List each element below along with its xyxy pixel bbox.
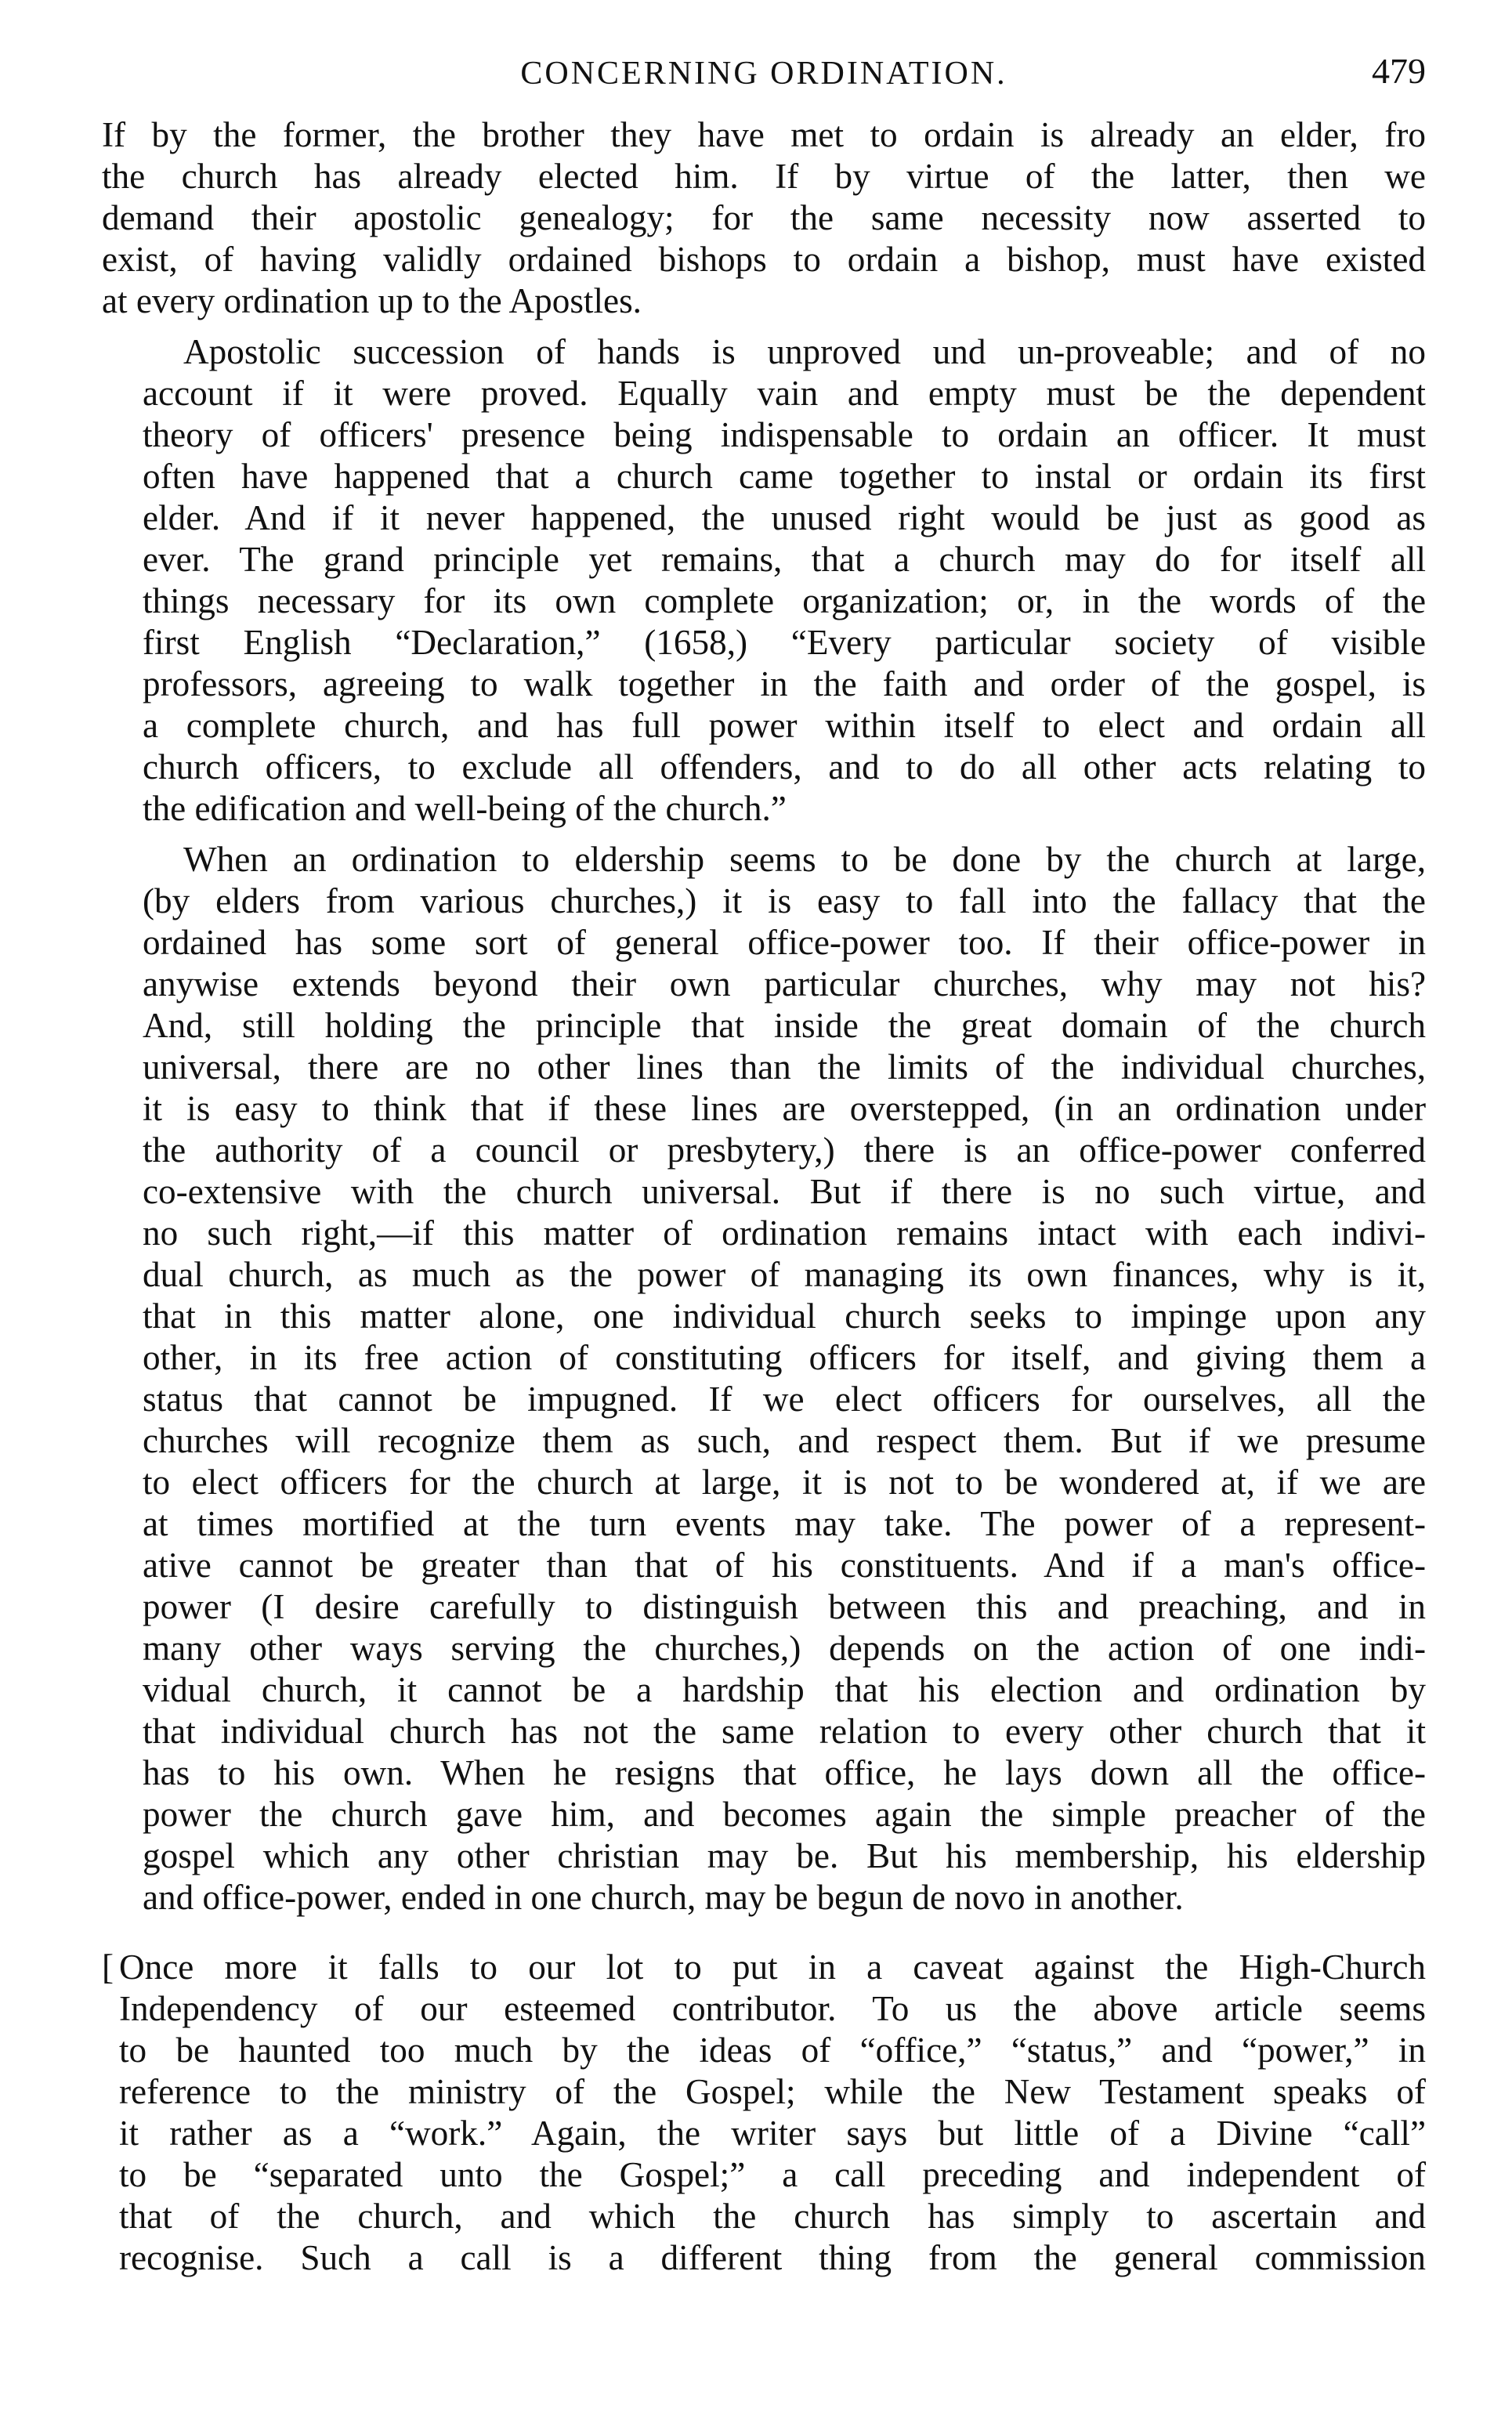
text-line: at times mortified at the turn events may take. The power of a represent- — [143, 1504, 1426, 1543]
text-line: the church has already elected him. If by virtue of the latter, then we — [102, 157, 1426, 196]
text-line: Independency of our esteemed contributor. To us the above article seems — [119, 1989, 1426, 2028]
text-line: no such right,—if this matter of ordination remains intact with each indivi- — [143, 1213, 1426, 1253]
text-line: other, in its free action of constituting officers for itself, and giving them a — [143, 1338, 1426, 1377]
text-line: that in this matter alone, one individual church seeks to impinge upon any — [143, 1296, 1426, 1336]
running-title: CONCERNING ORDINATION. — [520, 56, 1007, 92]
text-line: And, still holding the principle that inside the great domain of the church — [143, 1006, 1426, 1045]
text-line: that of the church, and which the church has simply to ascertain and — [119, 2197, 1426, 2236]
text-line: vidual church, it cannot be a hardship that his election and ordination by — [143, 1670, 1426, 1709]
text-line: has to his own. When he resigns that office, he lays down all the office- — [143, 1753, 1426, 1792]
text-line: the authority of a council or presbytery,) there is an office-power conferred — [143, 1130, 1426, 1170]
text-line: power the church gave him, and becomes again the simple preacher of the — [143, 1795, 1426, 1834]
text-line: and office-power, ended in one church, may be begun de novo in another. — [143, 1878, 1184, 1917]
page-number: 479 — [1372, 51, 1426, 91]
paragraph — [102, 114, 1426, 322]
running-head — [102, 47, 1426, 110]
book-page — [102, 47, 1426, 2279]
text-line: theory of officers' presence being indispensable to ordain an officer. It must — [143, 415, 1426, 454]
text-line: to be “separated unto the Gospel;” a call preceding and independent of — [119, 2155, 1426, 2194]
text-line: co-extensive with the church universal. But if there is no such virtue, and — [143, 1172, 1426, 1211]
text-line: professors, agreeing to walk together in the faith and order of the gospel, is — [143, 664, 1426, 703]
text-line: demand their apostolic genealogy; for the same necessity now asserted to — [102, 198, 1426, 237]
text-line: exist, of having validly ordained bishops to ordain a bishop, must have existed — [102, 240, 1426, 279]
text-line: gospel which any other christian may be. But his membership, his eldership — [143, 1836, 1426, 1875]
text-line: When an ordination to eldership seems to be done by the church at large, — [183, 840, 1426, 879]
text-line: church officers, to exclude all offenders, and to do all other acts relating to — [143, 747, 1426, 787]
text-line: Once more it falls to our lot to put in a caveat against the High-Church — [119, 1947, 1426, 1987]
text-line: account if it were proved. Equally vain and empty must be the dependent — [143, 374, 1426, 413]
text-line: anywise extends beyond their own particular churches, why may not his? — [143, 964, 1426, 1004]
text-line: If by the former, the brother they have met to ordain is already an elder, fro — [102, 115, 1426, 154]
text-line: that individual church has not the same relation to every other church that it — [143, 1712, 1426, 1751]
editorial-note — [102, 1947, 1426, 2279]
text-line: ative cannot be greater than that of his constituents. And if a man's office- — [143, 1546, 1426, 1585]
text-line: churches will recognize them as such, and respect them. But if we presume — [143, 1421, 1426, 1460]
text-line: to be haunted too much by the ideas of “office,” “status,” and “power,” in — [119, 2031, 1426, 2070]
text-line: reference to the ministry of the Gospel; while the New Testament speaks of — [119, 2072, 1426, 2111]
opening-bracket: [ — [102, 1947, 114, 1987]
paragraph — [102, 839, 1426, 1919]
text-line: (by elders from various churches,) it is easy to fall into the fallacy that the — [143, 881, 1426, 920]
text-line: it rather as a “work.” Again, the writer says but little of a Divine “call” — [119, 2114, 1426, 2153]
text-line: ordained has some sort of general office-power too. If their office-power in — [143, 923, 1426, 962]
text-line: at every ordination up to the Apostles. — [102, 281, 642, 320]
text-line: first English “Declaration,” (1658,) “Every particular society of visible — [143, 623, 1426, 662]
text-line: ever. The grand principle yet remains, that a church may do for itself all — [143, 540, 1426, 579]
text-line: many other ways serving the churches,) depends on the action of one indi- — [143, 1629, 1426, 1668]
text-line: recognise. Such a call is a different thing from the general commission — [119, 2238, 1426, 2277]
text-line: often have happened that a church came together to instal or ordain its first — [143, 457, 1426, 496]
text-line: the edification and well-being of the church.” — [143, 789, 787, 828]
paragraph — [102, 331, 1426, 830]
text-line: elder. And if it never happened, the unused right would be just as good as — [143, 498, 1426, 537]
text-line: universal, there are no other lines than the limits of the individual churches, — [143, 1047, 1426, 1087]
text-line: things necessary for its own complete organization; or, in the words of the — [143, 581, 1426, 620]
text-line: status that cannot be impugned. If we elect officers for ourselves, all the — [143, 1380, 1426, 1419]
text-line: dual church, as much as the power of managing its own finances, why is it, — [143, 1255, 1426, 1294]
text-line: power (I desire carefully to distinguish between this and preaching, and in — [143, 1587, 1426, 1626]
text-line: Apostolic succession of hands is unproved und un-proveable; and of no — [183, 332, 1426, 371]
text-line: to elect officers for the church at large, it is not to be wondered at, if we are — [143, 1463, 1426, 1502]
text-line: it is easy to think that if these lines are overstepped, (in an ordination under — [143, 1089, 1426, 1128]
text-line: a complete church, and has full power within itself to elect and ordain all — [143, 706, 1426, 745]
